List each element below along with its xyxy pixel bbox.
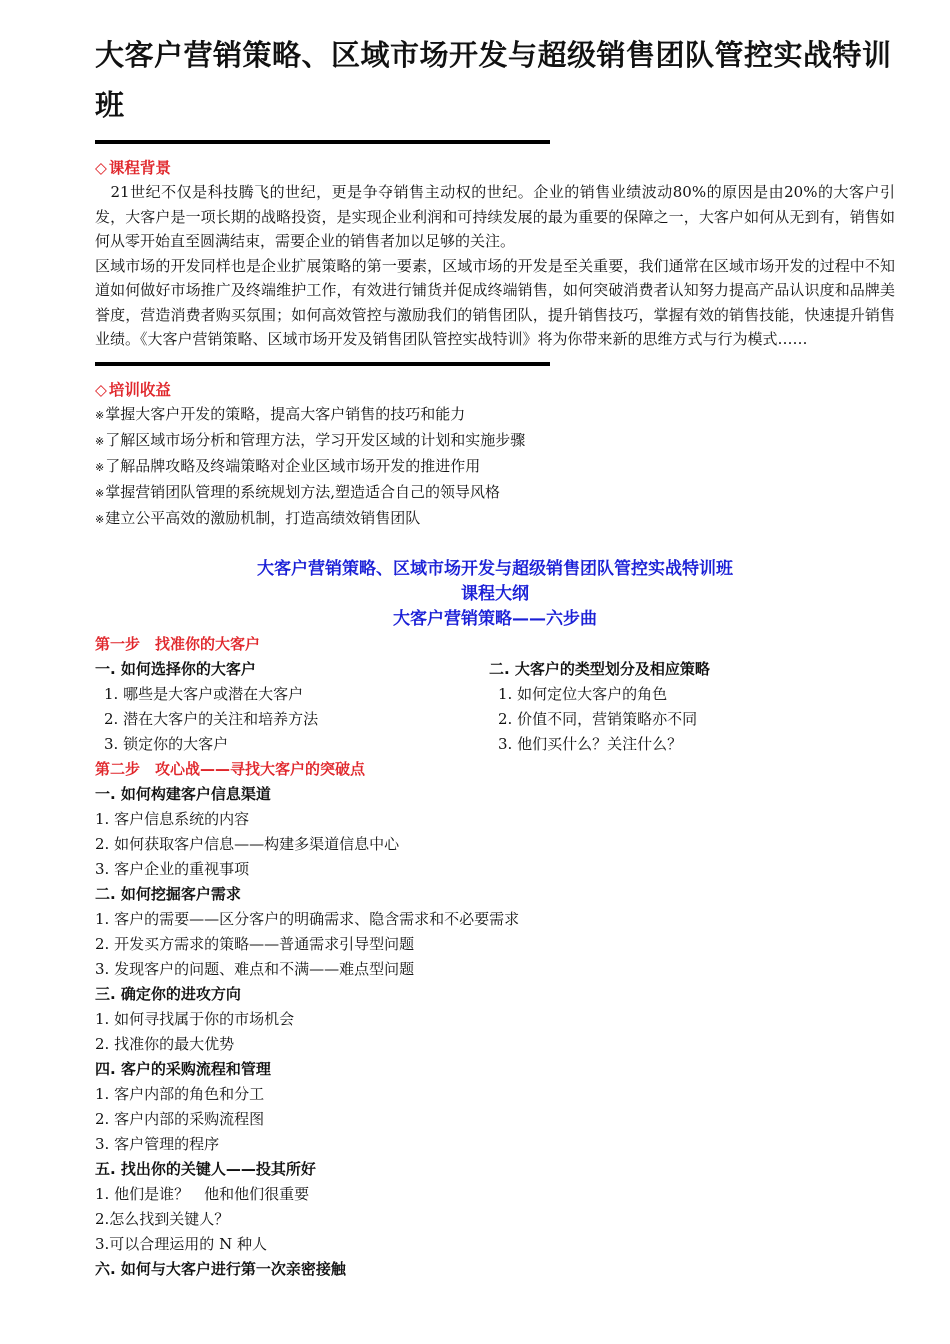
diamond-icon: ◇ — [95, 380, 107, 399]
list-item: ※掌握大客户开发的策略，提高大客户销售的技巧和能力 — [95, 404, 466, 423]
reference-mark-icon: ※ — [95, 512, 105, 526]
list-item: 1. 如何寻找属于你的市场机会 — [95, 1009, 295, 1028]
step-1-right-column — [489, 657, 889, 757]
background-heading-text: 课程背景 — [108, 159, 171, 177]
list-item: 1. 客户信息系统的内容 — [95, 809, 250, 828]
benefits-heading-text: 培训收益 — [108, 380, 171, 399]
list-item: 1. 如何定位大客户的角色 — [498, 684, 668, 703]
list-item: ※了解区域市场分析和管理方法，学习开发区域的计划和实施步骤 — [95, 430, 526, 449]
step-1-title: 第一步 找准你的大客户 — [95, 634, 261, 653]
list-item: 3. 他们买什么？关注什么？ — [498, 734, 683, 753]
list-item: 1. 客户的需要——区分客户的明确需求、隐含需求和不必要需求 — [95, 909, 520, 928]
list-item: 2. 开发买方需求的策略——普通需求引导型问题 — [95, 934, 415, 953]
step-1-left-heading: 一. 如何选择你的大客户 — [95, 659, 256, 678]
step-1-right-heading: 二. 大客户的类型划分及相应策略 — [489, 659, 710, 678]
list-item: ※了解品牌攻略及终端策略对企业区域市场开发的推进作用 — [95, 456, 481, 475]
reference-mark-icon: ※ — [95, 486, 105, 500]
list-item: 3. 客户企业的重视事项 — [95, 859, 250, 878]
reference-mark-icon: ※ — [95, 408, 105, 422]
list-item: ※建立公平高效的激励机制，打造高绩效销售团队 — [95, 508, 421, 527]
background-paragraph-1: 21世纪不仅是科技腾飞的世纪，更是争夺销售主动权的世纪。企业的销售业绩波动80%的原因是由20%的大客户引发，大客户是一项长期的战略投资，是实现企业利润和可持续发展的最为重要的保障之一，大客户如何从无到有，销售如何从零开始直至圆满结束，需要企业的销售者加以足够的关注。 — [95, 183, 895, 250]
reference-mark-icon: ※ — [95, 460, 105, 474]
section-heading: 一. 如何构建客户信息渠道 — [95, 784, 271, 803]
list-item: 1. 他们是谁？ 他和他们很重要 — [95, 1184, 310, 1203]
benefits-list — [95, 402, 895, 532]
list-item: ※掌握营销团队管理的系统规划方法,塑造适合自己的领导风格 — [95, 482, 500, 501]
list-item: 1. 哪些是大客户或潜在大客户 — [104, 684, 304, 703]
list-item: 2.怎么找到关键人？ — [95, 1209, 230, 1228]
list-item: 2. 如何获取客户信息——构建多渠道信息中心 — [95, 834, 400, 853]
section-heading: 六. 如何与大客户进行第一次亲密接触 — [95, 1259, 346, 1278]
list-item: 2. 潜在大客户的关注和培养方法 — [104, 709, 319, 728]
step-1-left-column — [95, 657, 489, 757]
reference-mark-icon: ※ — [95, 434, 105, 448]
outline-heading: 课程大纲 — [461, 583, 529, 604]
divider — [95, 140, 550, 144]
list-item: 2. 客户内部的采购流程图 — [95, 1109, 265, 1128]
list-item: 1. 客户内部的角色和分工 — [95, 1084, 265, 1103]
outline-subheading: 大客户营销策略——六步曲 — [393, 608, 597, 629]
list-item: 2. 找准你的最大优势 — [95, 1034, 235, 1053]
section-heading: 二. 如何挖掘客户需求 — [95, 884, 241, 903]
background-paragraph-2: 区域市场的开发同样也是企业扩展策略的第一要素，区域市场的开发是至关重要，我们通常在区域市场开发的过程中不知道如何做好市场推广及终端维护工作，有效进行铺货并促成终端销售，如何突破消费者认知努力提高产品认识度和品牌美誉度，营造消费者购买氛围；如何高效管控与激励我们的销售团队，提升销售技巧，掌握有效的销售技能，快速提升销售业绩。《大客户营销策略、区域市场开发及销售团队管控实战特训》将为你带来新的思维方式与行为模式…… — [95, 256, 895, 348]
document-page — [95, 30, 895, 1282]
list-item: 3. 锁定你的大客户 — [104, 734, 229, 753]
list-item: 3. 客户管理的程序 — [95, 1134, 220, 1153]
section-heading-benefits — [95, 378, 895, 402]
section-heading-background — [95, 156, 895, 180]
list-item: 3. 发现客户的问题、难点和不满——难点型问题 — [95, 959, 415, 978]
section-heading: 三. 确定你的进攻方向 — [95, 984, 241, 1003]
step-1-columns — [95, 657, 895, 757]
diamond-icon: ◇ — [95, 159, 107, 177]
list-item: 3.可以合理运用的 N 种人 — [95, 1234, 267, 1253]
divider — [95, 362, 550, 366]
document-title: 大客户营销策略、区域市场开发与超级销售团队管控实战特训班 — [95, 38, 892, 122]
section-heading: 五. 找出你的关键人——投其所好 — [95, 1159, 316, 1178]
section-heading: 四. 客户的采购流程和管理 — [95, 1059, 271, 1078]
list-item: 2. 价值不同，营销策略亦不同 — [498, 709, 698, 728]
outline-course-title: 大客户营销策略、区域市场开发与超级销售团队管控实战特训班 — [257, 558, 733, 579]
step-2-title: 第二步 攻心战——寻找大客户的突破点 — [95, 759, 366, 778]
